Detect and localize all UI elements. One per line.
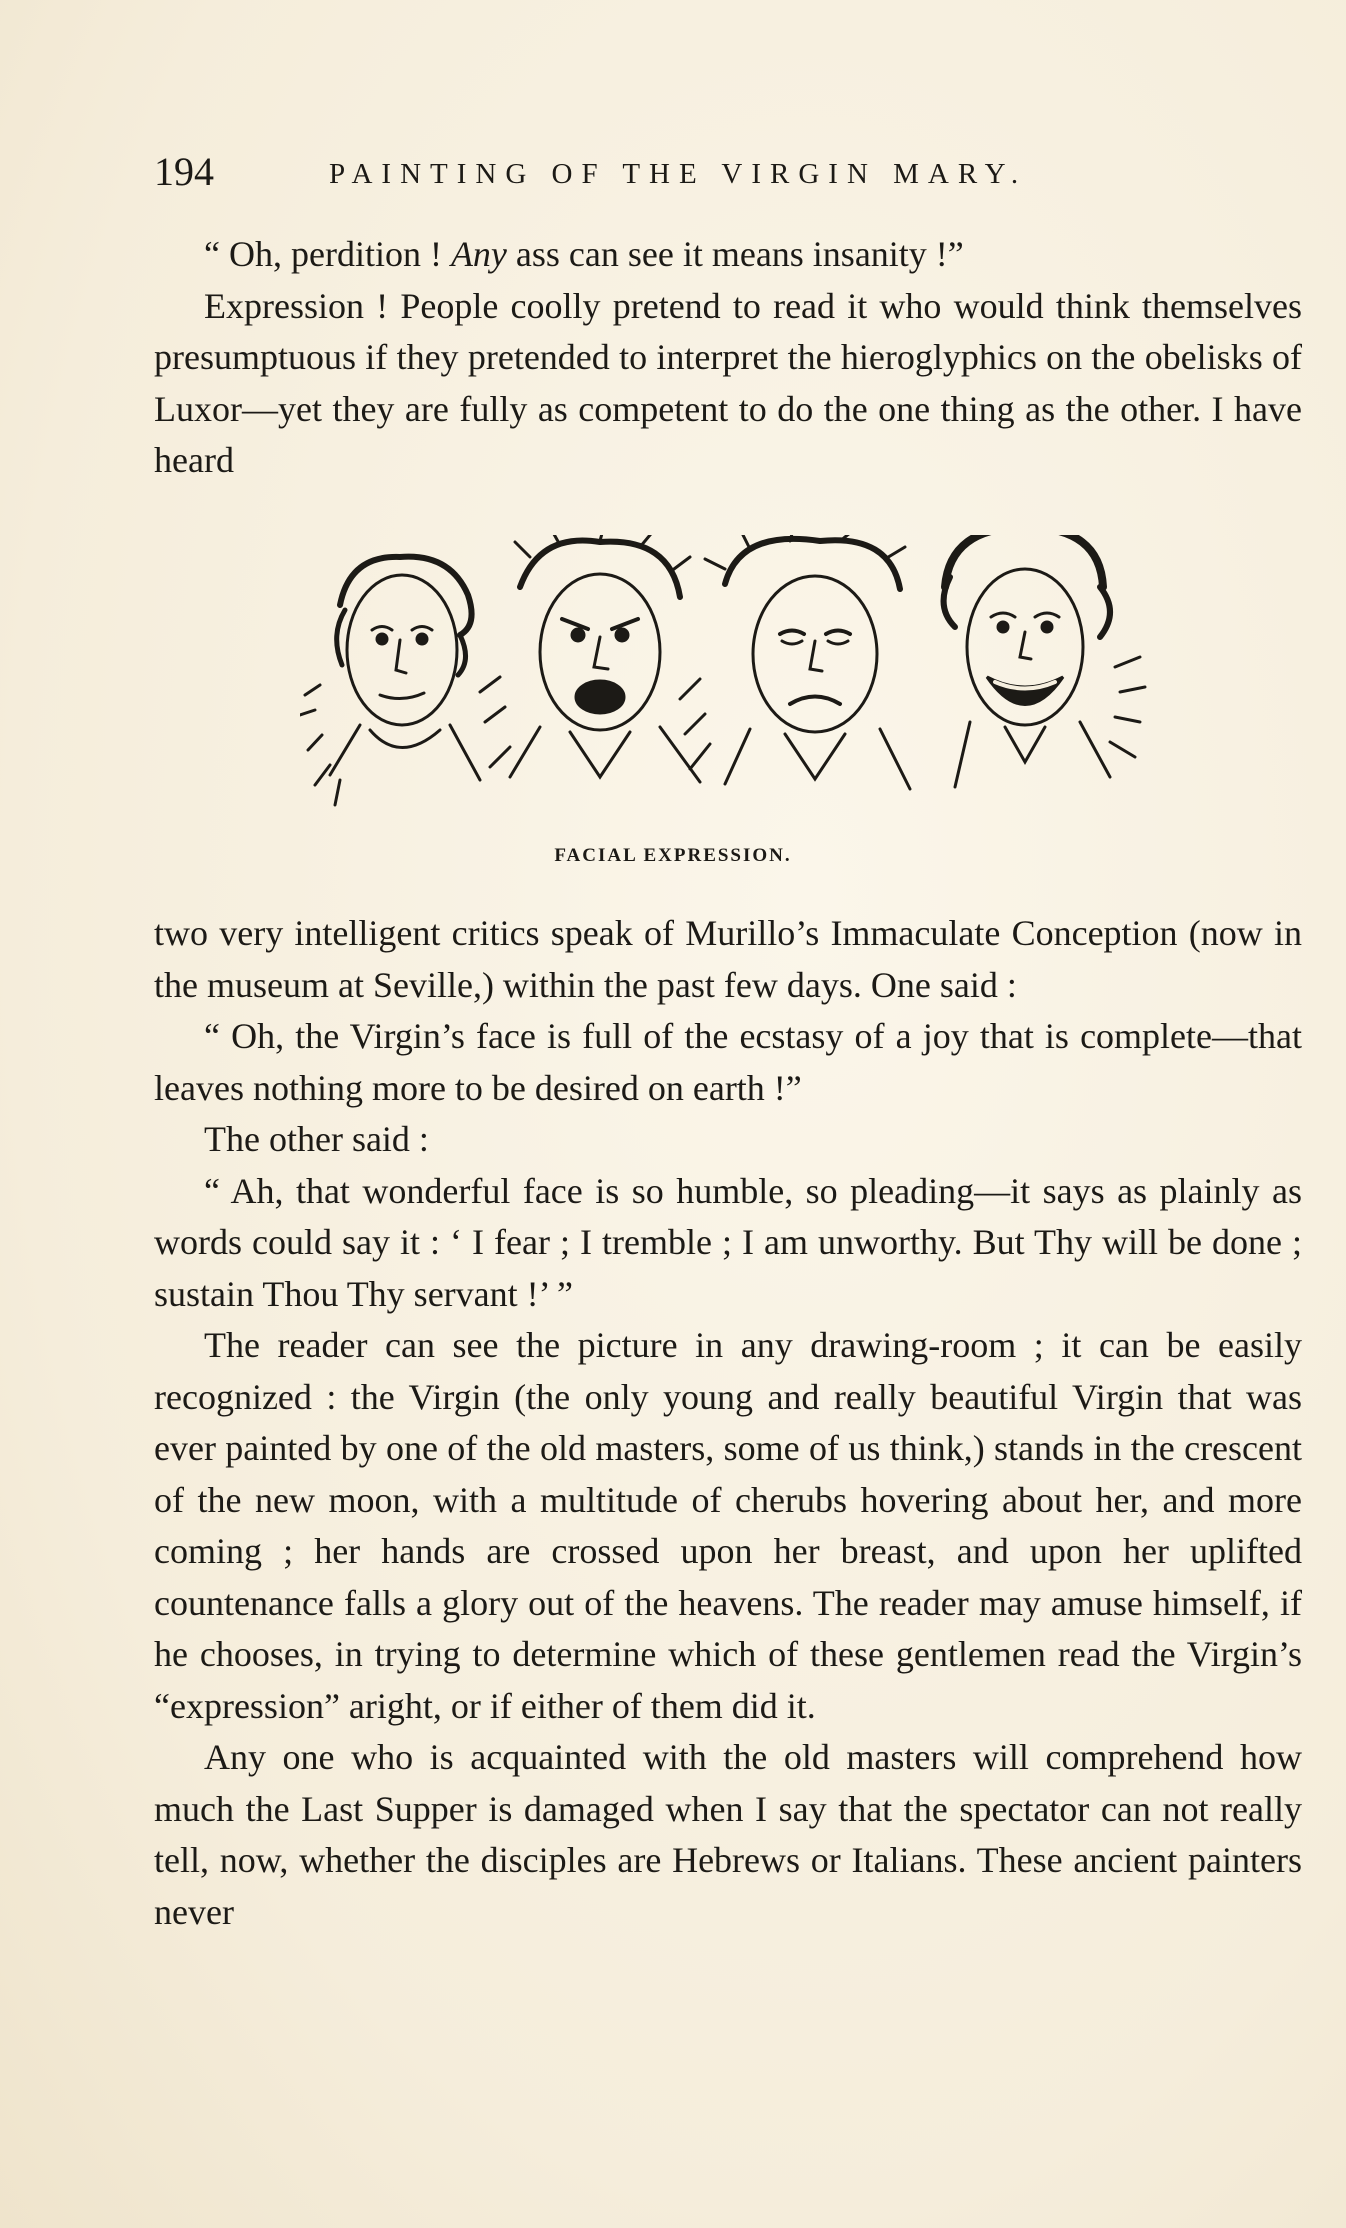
paragraph-other-said: The other said : — [204, 1119, 429, 1159]
paragraph-ecstasy: “ Oh, the Virgin’s face is full of the ecstasy of a joy that is complete—that leaves nothing more to be desired on earth !” — [154, 1016, 1302, 1108]
four-faces-engraving — [300, 535, 1160, 825]
page-header — [154, 148, 1306, 198]
top-text — [154, 229, 1302, 487]
paragraph-humble: “ Ah, that wonderful face is so humble, so pleading—it says as plainly as words could say it : ‘ I fear ; I tremble ; I am unworthy. But Thy will be done ; sustain Thou Thy servant !’ ” — [154, 1170, 1302, 1314]
paragraph-expression: Expression ! People coolly pretend to read it who would think themselves presumptuous if they pretended to interpret the hieroglyphics on the obelisks of Luxor—yet they are fully as competent to do the one thing as the other. I have heard — [154, 285, 1302, 480]
bottom-text — [154, 908, 1302, 1938]
running-title: PAINTING OF THE VIRGIN MARY. — [329, 158, 1028, 190]
italic-any: Any — [450, 234, 507, 274]
page-number: 194 — [154, 149, 214, 194]
paragraph-drawing-room: The reader can see the picture in any drawing-room ; it can be easily recognized : the Virgin (the only young and really beautiful Virgin that was ever painted by one of the old masters, some of us think,) stands in the crescent of the new moon, with a multitude of cherubs hovering about her, and more coming ; her hands are crossed upon her breast, and upon her uplifted countenance falls a glory out of the heavens. The reader may amuse himself, if he chooses, in trying to determine which of these gentlemen read the Virgin’s “expression” aright, or if either of them did it. — [154, 1325, 1302, 1726]
figure-caption: FACIAL EXPRESSION. — [554, 845, 792, 866]
face-one — [300, 557, 480, 805]
face-two — [480, 535, 700, 782]
facial-expression-illustration — [300, 535, 1160, 825]
paragraph-last-supper: Any one who is acquainted with the old masters will comprehend how much the Last Supper is damaged when I say that the spectator can not really tell, now, whether the disciples are Hebrews or Italians. These ancient painters never — [154, 1737, 1302, 1932]
paragraph-critics: two very intelligent critics speak of Murillo’s Immaculate Conception (now in the museum at Seville,) within the past few days. One said : — [154, 913, 1302, 1005]
face-four — [944, 535, 1145, 787]
paragraph-perdition: “ Oh, perdition ! Any ass can see it means insanity !” — [204, 234, 964, 274]
face-three — [680, 535, 910, 789]
